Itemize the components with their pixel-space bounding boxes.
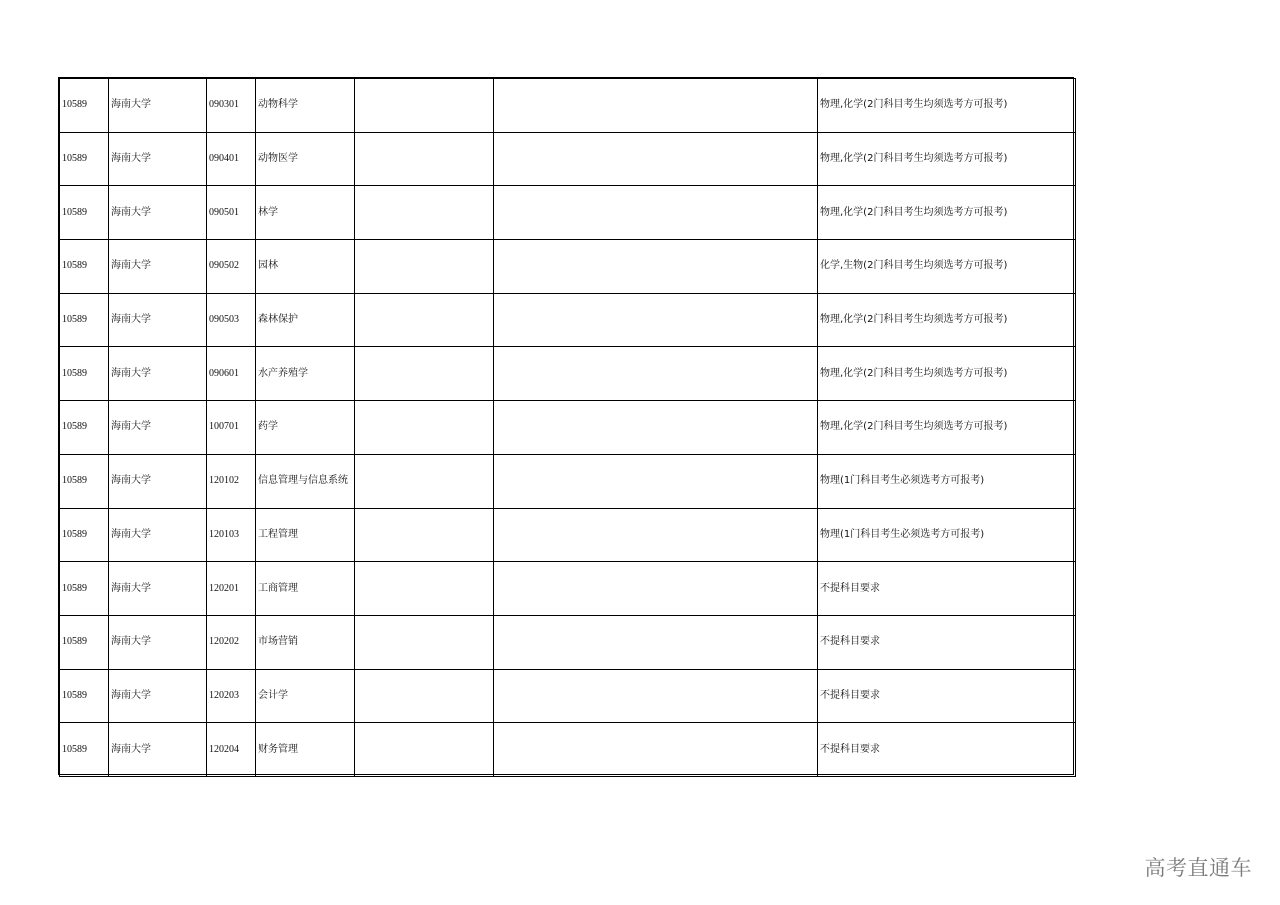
table-row	[60, 723, 1076, 777]
school-code-cell: 10589	[60, 293, 109, 347]
major-code-cell: 090401	[207, 132, 256, 186]
school-name-cell: 海南大学	[109, 79, 207, 133]
table-row	[60, 240, 1076, 294]
empty-cell	[494, 723, 818, 777]
empty-cell	[355, 562, 494, 616]
major-name-cell: 会计学	[256, 669, 355, 723]
subject-requirement-cell: 物理,化学(2门科目考生均须选考方可报考)	[818, 401, 1076, 455]
major-code-cell: 090503	[207, 293, 256, 347]
empty-cell	[355, 401, 494, 455]
major-code-cell: 120201	[207, 562, 256, 616]
school-name-cell: 海南大学	[109, 293, 207, 347]
table-row	[60, 79, 1076, 133]
empty-cell	[355, 240, 494, 294]
school-code-cell: 10589	[60, 186, 109, 240]
major-code-cell: 090301	[207, 79, 256, 133]
major-code-cell: 120102	[207, 454, 256, 508]
subject-requirement-cell: 化学,生物(2门科目考生均须选考方可报考)	[818, 240, 1076, 294]
major-code-cell: 120103	[207, 508, 256, 562]
school-name-cell: 海南大学	[109, 562, 207, 616]
school-code-cell: 10589	[60, 615, 109, 669]
empty-cell	[494, 615, 818, 669]
school-code-cell: 10589	[60, 454, 109, 508]
empty-cell	[494, 562, 818, 616]
subject-requirement-cell: 物理,化学(2门科目考生均须选考方可报考)	[818, 132, 1076, 186]
empty-cell	[355, 132, 494, 186]
school-name-cell: 海南大学	[109, 401, 207, 455]
table-row	[60, 508, 1076, 562]
school-code-cell: 10589	[60, 508, 109, 562]
major-name-cell: 市场营销	[256, 615, 355, 669]
major-code-cell: 090502	[207, 240, 256, 294]
subject-requirement-cell: 不提科目要求	[818, 723, 1076, 777]
major-name-cell: 动物医学	[256, 132, 355, 186]
subject-requirement-cell: 物理,化学(2门科目考生均须选考方可报考)	[818, 79, 1076, 133]
school-code-cell: 10589	[60, 401, 109, 455]
subject-requirement-cell: 不提科目要求	[818, 615, 1076, 669]
empty-cell	[494, 347, 818, 401]
table-row	[60, 347, 1076, 401]
school-name-cell: 海南大学	[109, 347, 207, 401]
school-code-cell: 10589	[60, 669, 109, 723]
subject-requirement-cell: 物理,化学(2门科目考生均须选考方可报考)	[818, 186, 1076, 240]
major-code-cell: 120203	[207, 669, 256, 723]
major-name-cell: 财务管理	[256, 723, 355, 777]
table-row	[60, 454, 1076, 508]
major-name-cell: 工程管理	[256, 508, 355, 562]
table-row	[60, 562, 1076, 616]
empty-cell	[355, 669, 494, 723]
school-name-cell: 海南大学	[109, 240, 207, 294]
empty-cell	[494, 454, 818, 508]
major-code-cell: 100701	[207, 401, 256, 455]
table-row	[60, 669, 1076, 723]
watermark-text: 高考直通车	[1144, 856, 1252, 880]
table-row	[60, 615, 1076, 669]
school-name-cell: 海南大学	[109, 132, 207, 186]
major-name-cell: 工商管理	[256, 562, 355, 616]
major-name-cell: 林学	[256, 186, 355, 240]
empty-cell	[494, 669, 818, 723]
table-body	[60, 79, 1076, 777]
school-code-cell: 10589	[60, 347, 109, 401]
school-name-cell: 海南大学	[109, 615, 207, 669]
empty-cell	[355, 723, 494, 777]
empty-cell	[494, 186, 818, 240]
major-name-cell: 动物科学	[256, 79, 355, 133]
table-row	[60, 401, 1076, 455]
school-code-cell: 10589	[60, 723, 109, 777]
major-name-cell: 森林保护	[256, 293, 355, 347]
school-code-cell: 10589	[60, 132, 109, 186]
table-row	[60, 293, 1076, 347]
empty-cell	[355, 454, 494, 508]
empty-cell	[494, 132, 818, 186]
empty-cell	[355, 293, 494, 347]
school-name-cell: 海南大学	[109, 508, 207, 562]
empty-cell	[494, 293, 818, 347]
table-row	[60, 132, 1076, 186]
subject-requirement-cell: 物理(1门科目考生必须选考方可报考)	[818, 508, 1076, 562]
major-code-cell: 120204	[207, 723, 256, 777]
empty-cell	[355, 508, 494, 562]
major-name-cell: 信息管理与信息系统	[256, 454, 355, 508]
school-name-cell: 海南大学	[109, 669, 207, 723]
school-code-cell: 10589	[60, 79, 109, 133]
major-code-cell: 090601	[207, 347, 256, 401]
subject-requirement-cell: 物理,化学(2门科目考生均须选考方可报考)	[818, 293, 1076, 347]
empty-cell	[355, 186, 494, 240]
empty-cell	[494, 401, 818, 455]
subject-requirement-cell: 不提科目要求	[818, 562, 1076, 616]
empty-cell	[355, 615, 494, 669]
data-table-frame	[58, 77, 1074, 775]
major-name-cell: 水产养殖学	[256, 347, 355, 401]
subject-requirement-cell: 不提科目要求	[818, 669, 1076, 723]
empty-cell	[494, 79, 818, 133]
school-code-cell: 10589	[60, 562, 109, 616]
major-name-cell: 园林	[256, 240, 355, 294]
empty-cell	[355, 79, 494, 133]
school-name-cell: 海南大学	[109, 454, 207, 508]
empty-cell	[355, 347, 494, 401]
school-code-cell: 10589	[60, 240, 109, 294]
empty-cell	[494, 508, 818, 562]
subject-requirement-cell: 物理(1门科目考生必须选考方可报考)	[818, 454, 1076, 508]
school-name-cell: 海南大学	[109, 723, 207, 777]
empty-cell	[494, 240, 818, 294]
subject-requirement-table	[59, 78, 1076, 777]
major-code-cell: 120202	[207, 615, 256, 669]
subject-requirement-cell: 物理,化学(2门科目考生均须选考方可报考)	[818, 347, 1076, 401]
major-code-cell: 090501	[207, 186, 256, 240]
school-name-cell: 海南大学	[109, 186, 207, 240]
major-name-cell: 药学	[256, 401, 355, 455]
table-row	[60, 186, 1076, 240]
